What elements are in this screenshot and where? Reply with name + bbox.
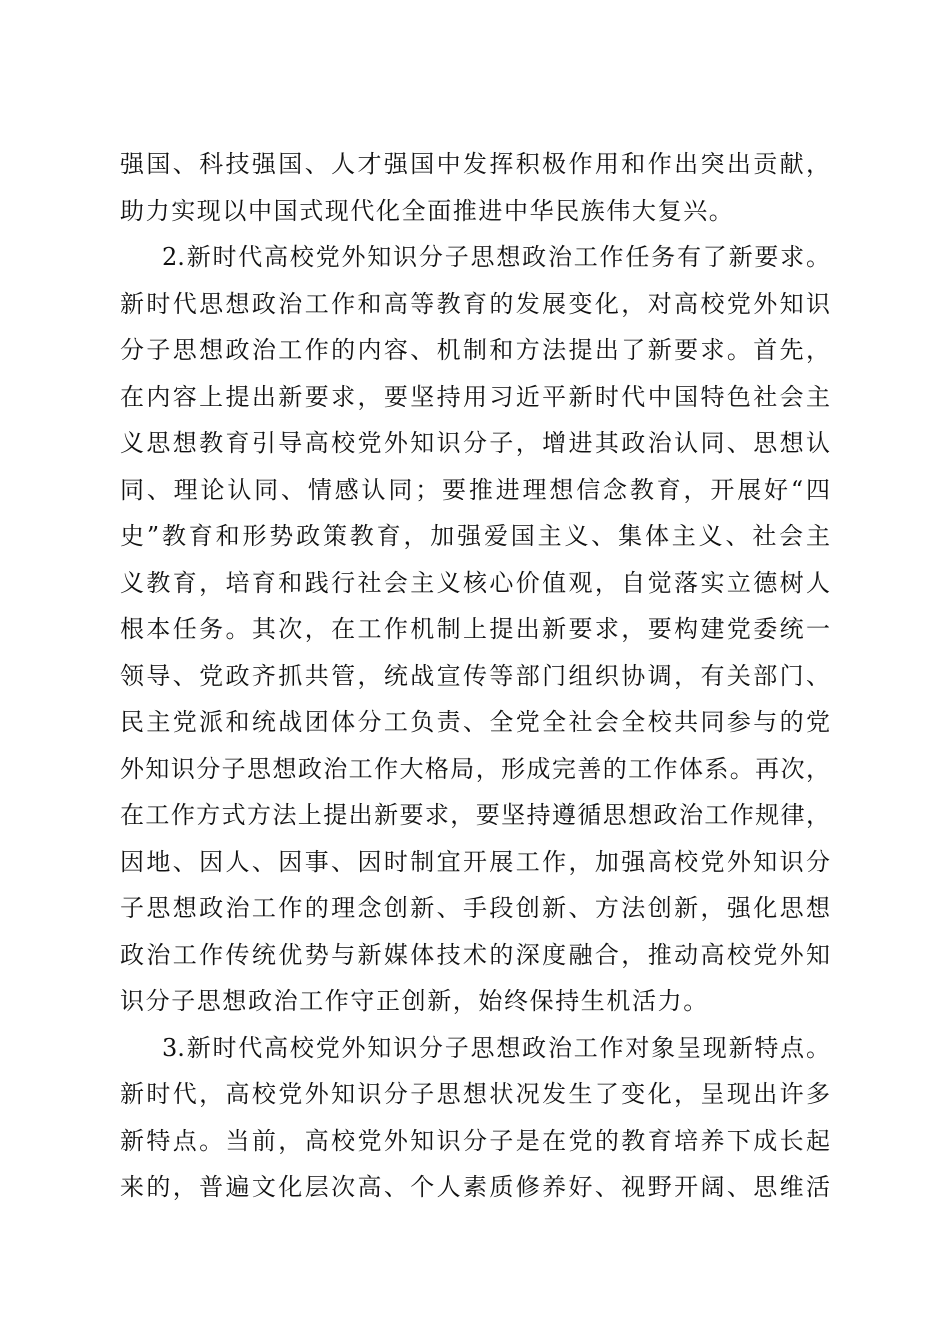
text-line: 新时代思想政治工作和高等教育的发展变化，对高校党外知识 bbox=[120, 289, 830, 318]
text-line: 民主党派和统战团体分工负责、全党全社会全校共同参与的党 bbox=[120, 708, 830, 736]
text-line: 义教育，培育和践行社会主义核心价值观，自觉落实立德树人 bbox=[120, 568, 830, 597]
text-line: 根本任务。其次，在工作机制上提出新要求，要构建党委统一 bbox=[120, 615, 830, 643]
text-line: 助力实现以中国式现代化全面推进中华民族伟大复兴。 bbox=[120, 196, 735, 225]
text-line: 识分子思想政治工作守正创新，始终保持生机活力。 bbox=[120, 987, 709, 1015]
text-line: 在内容上提出新要求，要坚持用习近平新时代中国特色社会主 bbox=[120, 382, 830, 411]
body-text bbox=[120, 141, 830, 1211]
text-line: 新特点。当前，高校党外知识分子是在党的教育培养下成长起 bbox=[120, 1126, 830, 1155]
text-line: 强国、科技强国、人才强国中发挥积极作用和作出突出贡献， bbox=[120, 150, 830, 178]
text-line: 子思想政治工作的理念创新、手段创新、方法创新，强化思想 bbox=[120, 894, 830, 922]
text-line: 外知识分子思想政治工作大格局，形成完善的工作体系。再次， bbox=[120, 754, 830, 783]
text-line: 新时代，高校党外知识分子思想状况发生了变化，呈现出许多 bbox=[120, 1080, 830, 1108]
text-line: 分子思想政治工作的内容、机制和方法提出了新要求。首先， bbox=[120, 336, 830, 364]
text-line: 来的，普遍文化层次高、个人素质修养好、视野开阔、思维活 bbox=[120, 1173, 830, 1201]
text-line: 同、理论认同、情感认同；要推进理想信念教育，开展好“四 bbox=[120, 475, 830, 504]
text-line: 义思想教育引导高校党外知识分子，增进其政治认同、思想认 bbox=[120, 429, 830, 457]
section-heading-3: 3.新时代高校党外知识分子思想政治工作对象呈现新特点。 bbox=[162, 1033, 830, 1062]
text-line: 政治工作传统优势与新媒体技术的深度融合，推动高校党外知 bbox=[120, 940, 830, 969]
text-line: 领导、党政齐抓共管，统战宣传等部门组织协调，有关部门、 bbox=[120, 661, 830, 690]
text-line: 因地、因人、因事、因时制宜开展工作，加强高校党外知识分 bbox=[120, 847, 830, 876]
text-line: 在工作方式方法上提出新要求，要坚持遵循思想政治工作规律， bbox=[120, 801, 830, 829]
section-heading-2: 2.新时代高校党外知识分子思想政治工作任务有了新要求。 bbox=[162, 243, 830, 271]
text-line: 史”教育和形势政策教育，加强爱国主义、集体主义、社会主 bbox=[120, 522, 830, 550]
